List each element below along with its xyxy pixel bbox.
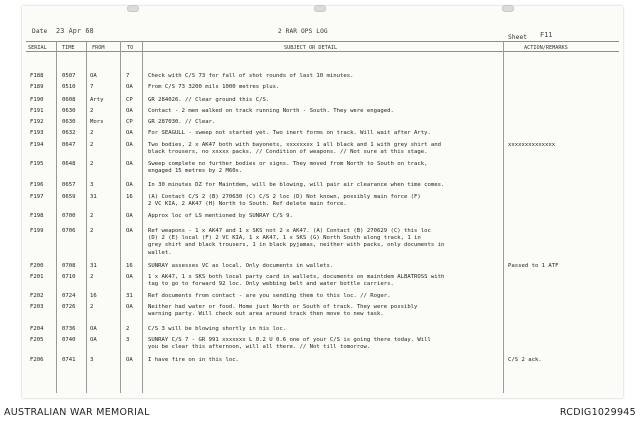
row-detail-line: Ref documents from contact - are you sending them to this loc. // Roger.: [148, 293, 391, 299]
row-from: 3: [90, 357, 94, 363]
col-to-header: TO: [127, 45, 134, 51]
log-row: [22, 130, 623, 142]
row-to: 7: [126, 73, 130, 79]
row-time: 0726: [62, 304, 76, 310]
row-to: OA: [126, 304, 133, 310]
row-detail-line: I have fire on in this loc.: [148, 357, 239, 363]
row-serial: F194: [30, 142, 44, 148]
row-serial: F204: [30, 326, 44, 332]
log-row: [22, 161, 623, 173]
row-detail-line: Neither had water or food. Home just North or South of track. They were possibly: [148, 304, 418, 310]
row-to: OA: [126, 142, 133, 148]
row-detail-line: tag to go to forward 92 loc. Only webbing belt and water bottle carriers.: [148, 281, 394, 288]
row-time: 0630: [62, 108, 76, 114]
row-from: OA: [90, 326, 97, 332]
log-row: [22, 337, 623, 349]
row-detail-line: 1 x AK47, 1 x SKS both local party card in wallets, documents on maintdem ALBATROSS with: [148, 274, 445, 280]
row-detail-line: GR 287030. // Clear.: [148, 119, 216, 125]
row-from: 2: [90, 130, 94, 136]
row-to: OA: [126, 228, 133, 234]
col-subject-header: SUBJECT OR DETAIL: [284, 45, 338, 51]
row-detail-line: grey shirt and black trousers, 1 in black pyjamas, neither with packs, only documents in: [148, 242, 445, 249]
log-row: [22, 213, 623, 225]
row-detail-line: wallet.: [148, 249, 172, 256]
row-detail-line: SUNRAY assesses VC as local. Only documents in wallets.: [148, 263, 334, 269]
row-to: 16: [126, 263, 133, 269]
row-time: 0510: [62, 84, 76, 90]
header-top-rule: [26, 41, 619, 42]
row-action: Passed to 1 ATF: [508, 263, 559, 269]
row-serial: F198: [30, 213, 44, 219]
row-time: 0706: [62, 228, 76, 234]
date-label: Date: [32, 28, 48, 35]
row-to: OA: [126, 357, 133, 363]
row-time: 0708: [62, 263, 76, 269]
row-from: 7: [90, 84, 94, 90]
row-serial: F206: [30, 357, 44, 363]
row-serial: F191: [30, 108, 44, 114]
row-to: OA: [126, 108, 133, 114]
col-serial-header: SERIAL: [28, 45, 47, 51]
row-time: 0630: [62, 119, 76, 125]
punch-hole: [502, 5, 514, 12]
row-time: 0700: [62, 213, 76, 219]
row-to: OA: [126, 274, 133, 280]
row-to: 3: [126, 337, 130, 343]
row-serial: F192: [30, 119, 44, 125]
row-to: OA: [126, 84, 133, 90]
log-row: [22, 84, 623, 96]
row-detail-line: black trousers, no xxxxx packs. // Condition of weapons. // Not sure at this stage.: [148, 149, 428, 156]
row-detail-line: (A) Contact C/S 2 (B) 270630 (C) C/S 2 loc (D) Not known, possibly main force (F): [148, 194, 421, 200]
log-sheet: [22, 6, 623, 398]
row-detail-line: Approx loc of LS mentioned by SUNRAY C/S 9.: [148, 213, 293, 219]
row-time: 0647: [62, 142, 76, 148]
sheet-value: F11: [540, 31, 553, 39]
row-from: 2: [90, 142, 94, 148]
row-detail-line: Sweep complete no further bodies or signs. They moved from North to South on track,: [148, 161, 428, 167]
row-serial: F200: [30, 263, 44, 269]
row-detail-line: Two bodies, 2 x AK47 both with bayonets, xxxxxxxx 1 all black and 1 with grey shirt and: [148, 142, 441, 148]
row-detail-line: For SEAGULL - sweep not started yet. Two inert forms on track. Will wait after Arty.: [148, 130, 431, 136]
row-time: 0740: [62, 337, 76, 343]
row-serial: F190: [30, 97, 44, 103]
footer-archive-id: RCDIG1029945: [559, 407, 636, 418]
row-time: 0710: [62, 274, 76, 280]
row-time: 0632: [62, 130, 76, 136]
col-action-header: ACTION/REMARKS: [524, 45, 568, 51]
row-serial: F205: [30, 337, 44, 343]
row-detail-line: Ref weapons - 1 x AK47 and 1 x SKS not 2 x AK47. (A) Contact (B) 270629 (C) this loc: [148, 228, 431, 234]
log-row: [22, 357, 623, 369]
row-to: OA: [126, 130, 133, 136]
row-detail-line: From C/S 73 3200 mils 1000 metres plus.: [148, 84, 280, 90]
row-time: 0657: [62, 182, 76, 188]
row-detail-line: C/S 3 will be blowing shortly in his loc.: [148, 326, 287, 332]
sheet-label: Sheet: [508, 34, 528, 41]
row-from: 2: [90, 274, 94, 280]
row-to: OA: [126, 161, 133, 167]
col-time-header: TIME: [62, 45, 75, 51]
row-detail-line: warning party. Will check out area around track then move to new task.: [148, 311, 384, 318]
log-row: [22, 142, 623, 154]
row-to: 16: [126, 194, 133, 200]
row-detail-line: Contact - 2 men walked on track running North - South. They were engaged.: [148, 108, 394, 114]
row-time: 0736: [62, 326, 76, 332]
log-row: [22, 194, 623, 206]
row-from: OA: [90, 337, 97, 343]
row-serial: F203: [30, 304, 44, 310]
row-from: 3: [90, 182, 94, 188]
row-serial: F188: [30, 73, 44, 79]
date-value: 23 Apr 68: [56, 27, 94, 35]
row-time: 0648: [62, 161, 76, 167]
row-detail-line: Check with C/S 73 for fall of shot rounds of last 10 minutes.: [148, 73, 354, 79]
row-to: OA: [126, 182, 133, 188]
log-row: [22, 228, 623, 256]
col-from-header: FROM: [92, 45, 105, 51]
row-serial: F196: [30, 182, 44, 188]
row-serial: F202: [30, 293, 44, 299]
row-detail-line: you be clear this afternoon, will all there. // Not till tomorrow.: [148, 344, 371, 351]
row-from: 2: [90, 228, 94, 234]
log-row: [22, 274, 623, 286]
punch-hole: [127, 5, 139, 12]
row-detail-line: (D) 2 (E) local (F) 2 VC KIA, 1 x AK47, 1 x SKS (G) North South along track, 1 in: [148, 235, 421, 242]
row-from: 31: [90, 263, 97, 269]
log-row: [22, 304, 623, 316]
row-from: Mors: [90, 119, 104, 125]
row-detail-line: GR 284026. // Clear ground this C/S.: [148, 97, 270, 103]
row-serial: F199: [30, 228, 44, 234]
row-time: 0659: [62, 194, 76, 200]
row-detail-line: In 30 minutes DZ for Maintdem, will be blowing, will pair air clearance when time comes.: [148, 182, 445, 188]
row-from: 2: [90, 108, 94, 114]
row-time: 0608: [62, 97, 76, 103]
row-from: 2: [90, 161, 94, 167]
log-row: [22, 182, 623, 194]
row-to: 2: [126, 326, 130, 332]
row-from: 2: [90, 304, 94, 310]
row-from: 16: [90, 293, 97, 299]
row-serial: F201: [30, 274, 44, 280]
row-from: Arty: [90, 97, 104, 103]
row-time: 0741: [62, 357, 76, 363]
footer-archive-name: AUSTRALIAN WAR MEMORIAL: [4, 407, 150, 418]
row-to: 31: [126, 293, 133, 299]
row-detail-line: SUNRAY C/S 7 - GR 991 xxxxxxx L 0.2 U 0.6 one of your C/S is going there today. Will: [148, 337, 431, 343]
row-detail-line: 2 VC KIA, 2 AK47 (H) North to South. Ref delete main force.: [148, 201, 347, 208]
row-from: OA: [90, 73, 97, 79]
row-from: 31: [90, 194, 97, 200]
header-bottom-rule: [26, 51, 619, 52]
row-detail-line: engaged 15 metres by 2 M60s.: [148, 168, 243, 175]
row-serial: F189: [30, 84, 44, 90]
row-time: 0724: [62, 293, 76, 299]
row-to: CP: [126, 119, 133, 125]
row-serial: F195: [30, 161, 44, 167]
row-to: OA: [126, 213, 133, 219]
row-to: CP: [126, 97, 133, 103]
punch-hole: [314, 5, 326, 12]
row-action: C/S 2 ack.: [508, 357, 542, 363]
row-serial: F193: [30, 130, 44, 136]
row-action: xxxxxxxxxxxxxx: [508, 142, 556, 148]
row-from: 2: [90, 213, 94, 219]
row-serial: F197: [30, 194, 44, 200]
log-title: 2 RAR OPS LOG: [278, 28, 328, 35]
row-time: 0507: [62, 73, 76, 79]
